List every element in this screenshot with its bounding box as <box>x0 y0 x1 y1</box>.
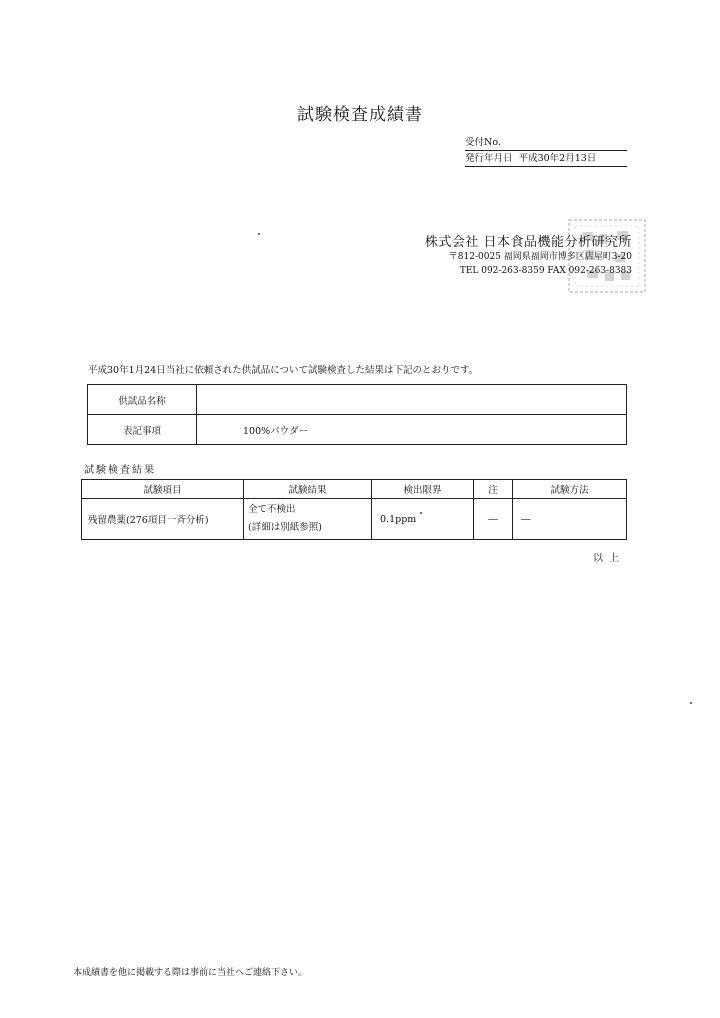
header-test-item: 試験項目 <box>82 480 244 499</box>
header-detection-limit: 検出限界 <box>372 480 474 499</box>
closing-mark: 以上 <box>593 553 625 564</box>
table-row <box>88 415 627 445</box>
result-method: ― <box>513 499 627 540</box>
company-name: 株式会社 日本食品機能分析研究所 <box>424 235 632 250</box>
result-value <box>244 499 372 540</box>
labeling-value: 100%パウダー <box>197 415 627 445</box>
sample-name-value <box>197 385 627 415</box>
scan-speck <box>420 512 422 514</box>
result-note: ― <box>474 499 513 540</box>
sample-name-label: 供試品名称 <box>88 385 197 415</box>
issue-date-label: 発行年月日 <box>465 153 513 164</box>
receipt-number-label: 受付No. <box>465 137 501 148</box>
result-line-1: 全て不検出 <box>248 504 296 515</box>
header-test-result: 試験結果 <box>244 480 372 499</box>
result-line-2: (詳細は別紙参照) <box>248 522 322 533</box>
result-item: 残留農薬(276項目一斉分析) <box>82 499 244 540</box>
issue-date-value: 平成30年2月13日 <box>518 153 597 164</box>
results-section-title: 試験検査結果 <box>84 465 156 476</box>
header-test-method: 試験方法 <box>513 480 627 499</box>
intro-statement: 平成30年1月24日当社に依頼された供試品について試験検査した結果は下記のとおりです。 <box>88 365 479 376</box>
company-address: 〒812-0025 福岡県福岡市博多区店屋町3-20 <box>448 252 632 262</box>
header-note: 注 <box>474 480 513 499</box>
sample-info-table <box>87 384 627 445</box>
receipt-number-line <box>465 136 627 151</box>
results-table <box>81 479 627 540</box>
scan-speck <box>690 702 692 704</box>
document-title: 試験検査成績書 <box>297 105 423 125</box>
company-block <box>392 236 632 278</box>
table-header-row <box>82 480 627 499</box>
result-limit: 0.1ppm <box>372 499 474 540</box>
labeling-label: 表記事項 <box>88 415 197 445</box>
footer-notice: 本成績書を他に掲載する際は事前に当社へご連絡下さい。 <box>73 968 308 978</box>
issue-date-line <box>465 152 627 167</box>
company-phone-fax: TEL 092-263-8359 FAX 092-263-8383 <box>459 266 632 276</box>
table-row <box>82 499 627 540</box>
table-row <box>88 385 627 415</box>
scan-speck <box>258 233 260 235</box>
